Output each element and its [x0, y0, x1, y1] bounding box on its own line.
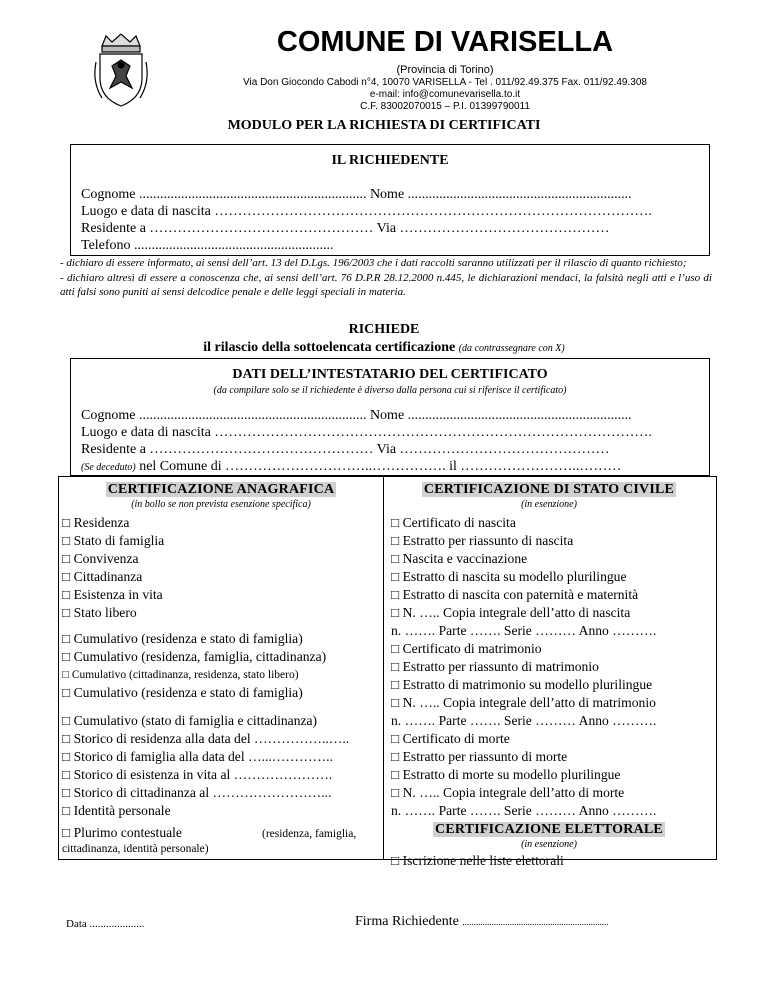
option-nascita-plurilingue[interactable]: □ Estratto di nascita su modello plurilingue [391, 569, 627, 584]
option-copia-matrimonio[interactable]: □ N. ….. Copia integrale dell’atto di matrimonio [391, 695, 656, 710]
holder-residence-field[interactable]: Residente a ………………………………………… Via ……………………………………… [81, 442, 610, 457]
holder-deceased-field[interactable] [81, 458, 701, 476]
residence-field[interactable]: Residente a ………………………………………… Via ……………………………………… [81, 221, 610, 236]
option-copia-morte[interactable]: □ N. ….. Copia integrale dell’atto di morte [391, 785, 625, 800]
option-storico-residenza[interactable]: □ Storico di residenza alla data del ……………..….. [62, 731, 350, 746]
coat-of-arms-icon [92, 32, 150, 110]
surname-name-field[interactable]: Cognome ................................................................. Nome ................................................................ [81, 187, 632, 202]
anagrafica-heading: CERTIFICAZIONE ANAGRAFICA [107, 482, 335, 497]
option-residenza[interactable]: □ Residenza [62, 515, 130, 530]
option-storico-cittadinanza[interactable]: □ Storico di cittadinanza al ……………………... [62, 785, 332, 800]
date-field[interactable]: Data .................... [66, 918, 145, 930]
request-text: il rilascio della sottoelencata certificazione [203, 340, 456, 355]
option-estratto-matrimonio[interactable]: □ Estratto per riassunto di matrimonio [391, 659, 599, 674]
plurimo-detail-1: (residenza, famiglia, [262, 828, 357, 840]
plurimo-detail-2: cittadinanza, identità personale) [62, 843, 209, 855]
anagrafica-note: (in bollo se non prevista esenzione specifica) [131, 499, 311, 510]
holder-surname-name-field[interactable]: Cognome ................................................................. Nome ................................................................ [81, 408, 632, 423]
option-estratto-morte[interactable]: □ Estratto per riassunto di morte [391, 749, 568, 764]
holder-heading: DATI DELL’INTESTATARIO DEL CERTIFICATO [232, 367, 548, 382]
applicant-box [70, 144, 710, 256]
signature-label: Firma Richiedente [355, 914, 459, 929]
holder-birth-field[interactable]: Luogo e data di nascita …………………………………………………………………………………. [81, 425, 652, 440]
option-cert-nascita[interactable]: □ Certificato di nascita [391, 515, 516, 530]
request-heading: RICHIEDE [348, 322, 420, 337]
signature-field[interactable] [355, 914, 609, 930]
option-plurimo[interactable]: □ Plurimo contestuale [62, 825, 182, 840]
elettorale-heading: CERTIFICAZIONE ELETTORALE [435, 822, 663, 837]
privacy-note: - dichiaro di essere informato, ai sensi dell’art. 13 del D.Lgs. 196/2003 che i dati raccolti saranno utilizzati per il rilascio di quanto richiesto; [60, 257, 687, 269]
form-title: MODULO PER LA RICHIESTA DI CERTIFICATI [227, 118, 541, 133]
option-identita[interactable]: □ Identità personale [62, 803, 171, 818]
nascita-reference[interactable]: n. ……. Parte ……. Serie ……… Anno ………. [391, 623, 657, 638]
option-esistenza-vita[interactable]: □ Esistenza in vita [62, 587, 163, 602]
deceased-line: nel Comune di …………………………..……………. il ……………………..……… [139, 459, 622, 474]
deceased-prefix: (Se deceduto) [81, 462, 136, 473]
address: Via Don Giocondo Cabodi n°4, 10070 VARISELLA - Tel . 011/92.49.375 Fax. 011/92.49.308 [243, 77, 647, 88]
birth-field[interactable]: Luogo e data di nascita …………………………………………………………………………………. [81, 204, 652, 219]
phone-field[interactable]: Telefono ......................................................... [81, 238, 334, 253]
option-copia-nascita[interactable]: □ N. ….. Copia integrale dell’atto di nascita [391, 605, 631, 620]
option-nascita-vaccinazione[interactable]: □ Nascita e vaccinazione [391, 551, 528, 566]
column-divider [383, 476, 384, 860]
option-convivenza[interactable]: □ Convivenza [62, 551, 139, 566]
option-cumulativo-3[interactable]: □ Cumulativo (cittadinanza, residenza, stato libero) [62, 669, 299, 681]
option-nascita-paternita[interactable]: □ Estratto di nascita con paternità e maternità [391, 587, 639, 602]
municipality-title: COMUNE DI VARISELLA [276, 26, 614, 58]
option-liste-elettorali[interactable]: □ Iscrizione nelle liste elettorali [391, 853, 564, 868]
stato-civile-note: (in esenzione) [521, 499, 577, 510]
option-estratto-nascita[interactable]: □ Estratto per riassunto di nascita [391, 533, 574, 548]
morte-reference[interactable]: n. ……. Parte ……. Serie ……… Anno ………. [391, 803, 657, 818]
holder-note: (da compilare solo se il richiedente è diverso dalla persona cui si riferisce il certificato) [213, 385, 567, 396]
option-cumulativo-1[interactable]: □ Cumulativo (residenza e stato di famiglia) [62, 631, 303, 646]
liability-note: - dichiaro altresì di essere a conoscenza che, ai sensi dell’art. 76 D.P.R 28.12.2000 n.445, le dichiarazioni mendaci, la falsità negli atti e l’uso di atti falsi sono puniti ai sensi delcodice penale e delle leggi speciali in materia. [60, 271, 712, 298]
elettorale-note: (in esenzione) [521, 839, 577, 850]
option-storico-famiglia[interactable]: □ Storico di famiglia alla data del …...………….. [62, 749, 333, 764]
matrimonio-reference[interactable]: n. ……. Parte ……. Serie ……… Anno ………. [391, 713, 657, 728]
tax-codes: C.F. 83002070015 – P.I. 01399790011 [360, 101, 530, 112]
option-cumulativo-4[interactable]: □ Cumulativo (residenza e stato di famiglia) [62, 685, 303, 700]
applicant-heading: IL RICHIEDENTE [331, 153, 449, 168]
option-cert-morte[interactable]: □ Certificato di morte [391, 731, 510, 746]
option-cumulativo-2[interactable]: □ Cumulativo (residenza, famiglia, cittadinanza) [62, 649, 327, 664]
option-storico-esistenza[interactable]: □ Storico di esistenza in vita al …………………. [62, 767, 333, 782]
request-note: (da contrassegnare con X) [458, 343, 565, 354]
holder-box [70, 358, 710, 476]
option-cert-matrimonio[interactable]: □ Certificato di matrimonio [391, 641, 542, 656]
email: e-mail: info@comunevarisella.to.it [369, 89, 521, 100]
declarations [60, 256, 712, 300]
option-cumulativo-5[interactable]: □ Cumulativo (stato di famiglia e cittadinanza) [62, 713, 318, 728]
request-line [0, 340, 768, 356]
signature-dots: ................................................................. [462, 917, 609, 927]
option-cittadinanza[interactable]: □ Cittadinanza [62, 569, 143, 584]
stato-civile-heading: CERTIFICAZIONE DI STATO CIVILE [423, 482, 675, 497]
option-morte-plurilingue[interactable]: □ Estratto di morte su modello plurilingue [391, 767, 621, 782]
option-matrimonio-plurilingue[interactable]: □ Estratto di matrimonio su modello plurilingue [391, 677, 653, 692]
option-stato-libero[interactable]: □ Stato libero [62, 605, 137, 620]
option-stato-famiglia[interactable]: □ Stato di famiglia [62, 533, 165, 548]
province: (Provincia di Torino) [396, 64, 494, 76]
